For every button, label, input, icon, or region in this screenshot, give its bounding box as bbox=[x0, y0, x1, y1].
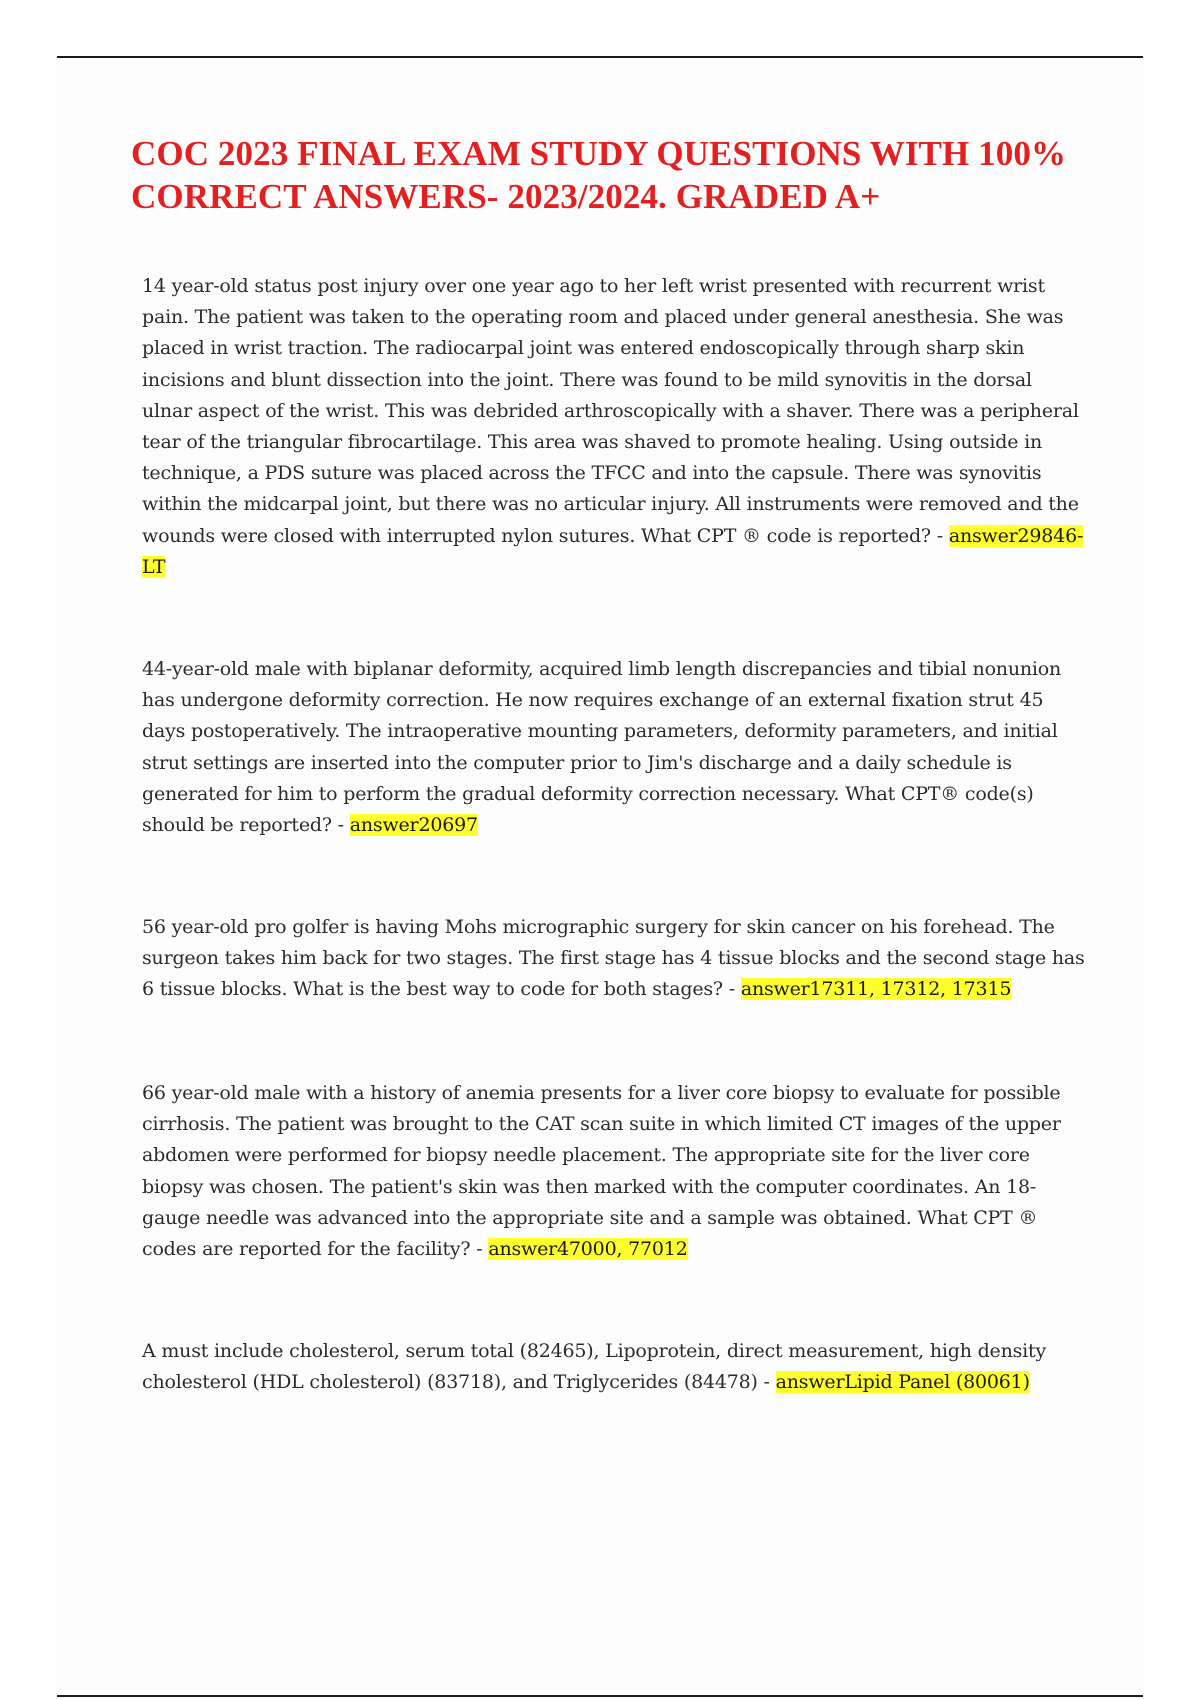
question-text: 66 year-old male with a history of anemia presents for a liver core biopsy to evaluate for possible cirrhosis. The patient was brought to the CAT scan suite in which limited CT images of the upper abdomen were performed for biopsy needle placement. The appropriate site for the liver core biopsy was chosen. The patient's skin was then marked with the computer coordinates. An 18-gauge needle was advanced into the appropriate site and a sample was obtained. What CPT ® codes are reported for the facility? - bbox=[142, 1082, 1061, 1261]
bottom-rule bbox=[57, 1695, 1143, 1697]
answer-highlight: answerLipid Panel (80061) bbox=[775, 1371, 1030, 1394]
question-4 bbox=[142, 1078, 1086, 1265]
answer-highlight: answer20697 bbox=[349, 814, 478, 837]
question-text: A must include cholesterol, serum total (82465), Lipoprotein, direct measurement, high density cholesterol (HDL cholesterol) (83718), and Triglycerides (84478) - bbox=[142, 1340, 1047, 1394]
answer-highlight: answer17311, 17312, 17315 bbox=[740, 978, 1012, 1001]
question-text: 56 year-old pro golfer is having Mohs micrographic surgery for skin cancer on his forehead. The surgeon takes him back for two stages. The first stage has 4 tissue blocks and the second stage has 6 tissue blocks. What is the best way to code for both stages? - bbox=[142, 916, 1085, 1001]
answer-highlight: answer47000, 77012 bbox=[488, 1238, 688, 1261]
question-3 bbox=[142, 912, 1086, 1006]
question-text: 14 year-old status post injury over one year ago to her left wrist presented with recurrent wrist pain. The patient was taken to the operating room and placed under general anesthesia. She was placed in wrist traction. The radiocarpal joint was entered endoscopically through sharp skin incisions and blunt dissection into the joint. There was found to be mild synovitis in the dorsal ulnar aspect of the wrist. This was debrided arthroscopically with a shaver. There was a peripheral tear of the triangular fibrocartilage. This area was shaved to promote healing. Using outside in technique, a PDS suture was placed across the TFCC and into the capsule. There was synovitis within the midcarpal joint, but there was no articular injury. All instruments were removed and the wounds were closed with interrupted nylon sutures. What CPT ® code is reported? - bbox=[142, 275, 1079, 547]
question-5 bbox=[142, 1336, 1086, 1398]
answer-highlight: answer29846-LT bbox=[142, 524, 1084, 578]
question-2 bbox=[142, 654, 1086, 841]
top-rule bbox=[57, 56, 1143, 58]
question-text: 44-year-old male with biplanar deformity, acquired limb length discrepancies and tibial nonunion has undergone deformity correction. He now requires exchange of an external fixation strut 45 days postoperatively. The intraoperative mounting parameters, deformity parameters, and initial strut settings are inserted into the computer prior to Jim's discharge and a daily schedule is generated for him to perform the gradual deformity correction necessary. What CPT® code(s) should be reported? - bbox=[142, 658, 1062, 837]
question-1 bbox=[142, 271, 1086, 583]
document-title: COC 2023 FINAL EXAM STUDY QUESTIONS WITH 100% CORRECT ANSWERS- 2023/2024. GRADED A+ bbox=[131, 134, 1067, 216]
